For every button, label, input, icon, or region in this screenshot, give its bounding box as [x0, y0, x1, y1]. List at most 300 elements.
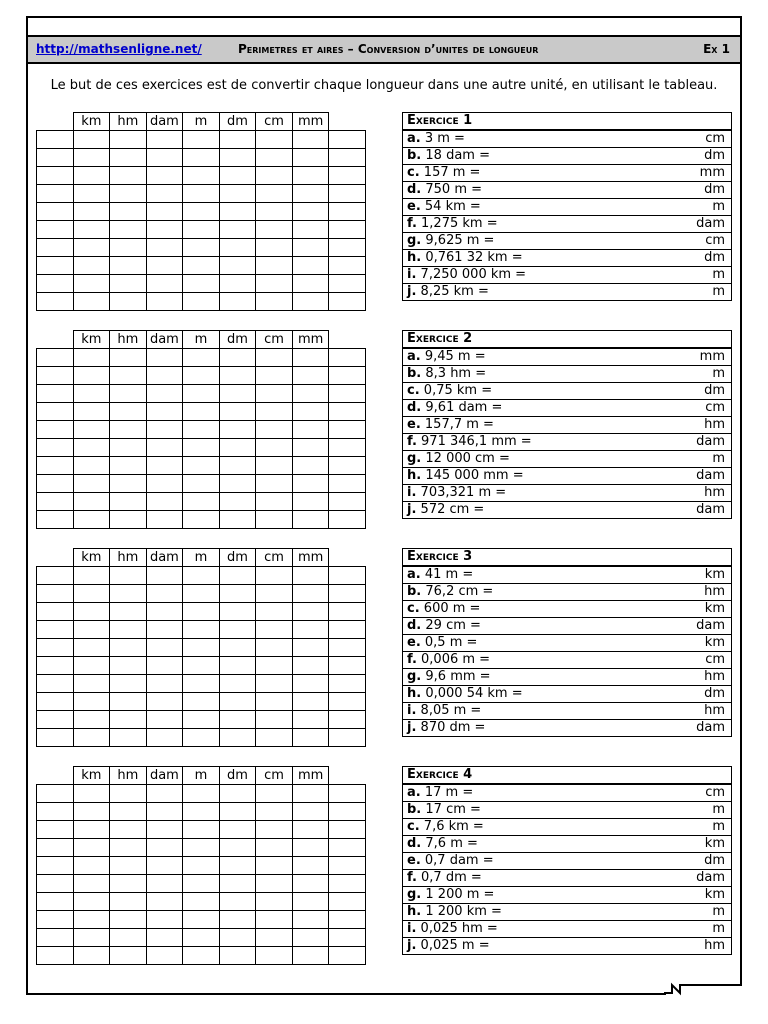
unit-grid-cell[interactable]: [146, 511, 183, 529]
unit-grid-cell[interactable]: [329, 857, 366, 875]
unit-grid-cell[interactable]: [146, 639, 183, 657]
unit-grid-cell[interactable]: [110, 511, 147, 529]
unit-grid-cell[interactable]: [329, 421, 366, 439]
unit-grid-cell[interactable]: [219, 929, 256, 947]
unit-grid-cell[interactable]: [146, 493, 183, 511]
unit-grid-cell[interactable]: [183, 403, 220, 421]
unit-grid-cell[interactable]: [146, 857, 183, 875]
unit-grid-cell[interactable]: [110, 293, 147, 311]
unit-grid-cell[interactable]: [329, 839, 366, 857]
unit-grid-cell[interactable]: [329, 911, 366, 929]
unit-grid-cell[interactable]: [219, 693, 256, 711]
unit-grid-cell[interactable]: [73, 203, 110, 221]
unit-grid-cell[interactable]: [292, 711, 329, 729]
unit-grid-cell[interactable]: [292, 131, 329, 149]
unit-grid-cell[interactable]: [146, 421, 183, 439]
unit-grid-cell[interactable]: [37, 875, 74, 893]
unit-grid-cell[interactable]: [146, 693, 183, 711]
unit-grid-cell[interactable]: [219, 729, 256, 747]
unit-grid-cell[interactable]: [110, 475, 147, 493]
unit-grid-cell[interactable]: [183, 839, 220, 857]
unit-grid-cell[interactable]: [292, 657, 329, 675]
unit-grid-cell[interactable]: [256, 639, 293, 657]
unit-grid-cell[interactable]: [256, 185, 293, 203]
unit-grid-cell[interactable]: [37, 675, 74, 693]
unit-grid-cell[interactable]: [110, 349, 147, 367]
unit-grid-cell[interactable]: [219, 385, 256, 403]
unit-grid-cell[interactable]: [183, 385, 220, 403]
unit-grid-cell[interactable]: [256, 875, 293, 893]
unit-grid-cell[interactable]: [110, 893, 147, 911]
unit-grid-cell[interactable]: [110, 439, 147, 457]
unit-grid-cell[interactable]: [329, 493, 366, 511]
unit-grid-cell[interactable]: [73, 603, 110, 621]
unit-grid-cell[interactable]: [256, 203, 293, 221]
unit-grid-cell[interactable]: [73, 493, 110, 511]
unit-grid-cell[interactable]: [37, 403, 74, 421]
unit-grid-cell[interactable]: [292, 239, 329, 257]
unit-grid-cell[interactable]: [73, 185, 110, 203]
unit-grid-cell[interactable]: [292, 167, 329, 185]
unit-grid-cell[interactable]: [110, 149, 147, 167]
unit-grid-cell[interactable]: [110, 875, 147, 893]
unit-grid-cell[interactable]: [219, 293, 256, 311]
unit-grid-cell[interactable]: [73, 585, 110, 603]
unit-grid-cell[interactable]: [219, 785, 256, 803]
unit-grid-cell[interactable]: [146, 567, 183, 585]
unit-grid-cell[interactable]: [329, 167, 366, 185]
unit-grid-cell[interactable]: [329, 621, 366, 639]
unit-grid-cell[interactable]: [329, 385, 366, 403]
unit-grid-cell[interactable]: [37, 275, 74, 293]
unit-grid-cell[interactable]: [73, 875, 110, 893]
unit-grid-cell[interactable]: [292, 803, 329, 821]
unit-grid-cell[interactable]: [292, 349, 329, 367]
unit-grid-cell[interactable]: [256, 675, 293, 693]
unit-grid-cell[interactable]: [37, 803, 74, 821]
unit-grid-cell[interactable]: [219, 911, 256, 929]
unit-grid-cell[interactable]: [256, 221, 293, 239]
unit-grid-cell[interactable]: [73, 839, 110, 857]
unit-grid-cell[interactable]: [110, 167, 147, 185]
unit-grid-cell[interactable]: [219, 511, 256, 529]
unit-grid-cell[interactable]: [37, 947, 74, 965]
unit-grid-cell[interactable]: [73, 293, 110, 311]
unit-grid-cell[interactable]: [37, 457, 74, 475]
unit-grid-cell[interactable]: [73, 639, 110, 657]
unit-grid-cell[interactable]: [256, 929, 293, 947]
unit-grid-cell[interactable]: [329, 639, 366, 657]
unit-grid-cell[interactable]: [110, 457, 147, 475]
unit-grid-cell[interactable]: [146, 185, 183, 203]
unit-grid-cell[interactable]: [73, 421, 110, 439]
unit-grid-cell[interactable]: [146, 221, 183, 239]
unit-grid-cell[interactable]: [73, 947, 110, 965]
unit-grid-cell[interactable]: [146, 839, 183, 857]
unit-grid-cell[interactable]: [292, 911, 329, 929]
unit-grid-cell[interactable]: [329, 221, 366, 239]
unit-grid-cell[interactable]: [219, 257, 256, 275]
unit-grid-cell[interactable]: [292, 475, 329, 493]
unit-grid-cell[interactable]: [256, 511, 293, 529]
unit-grid-cell[interactable]: [219, 275, 256, 293]
unit-grid-cell[interactable]: [73, 893, 110, 911]
unit-grid-cell[interactable]: [256, 349, 293, 367]
unit-grid-cell[interactable]: [110, 385, 147, 403]
unit-grid-cell[interactable]: [256, 711, 293, 729]
unit-grid-cell[interactable]: [219, 239, 256, 257]
unit-grid-cell[interactable]: [256, 493, 293, 511]
unit-grid-cell[interactable]: [329, 475, 366, 493]
unit-grid-cell[interactable]: [219, 149, 256, 167]
unit-grid-cell[interactable]: [37, 239, 74, 257]
unit-grid-cell[interactable]: [183, 929, 220, 947]
unit-grid-cell[interactable]: [329, 185, 366, 203]
unit-grid-cell[interactable]: [292, 693, 329, 711]
unit-grid-cell[interactable]: [183, 803, 220, 821]
unit-grid-cell[interactable]: [146, 785, 183, 803]
unit-grid-cell[interactable]: [183, 457, 220, 475]
unit-grid-cell[interactable]: [37, 821, 74, 839]
unit-grid-cell[interactable]: [219, 639, 256, 657]
unit-grid-cell[interactable]: [329, 457, 366, 475]
unit-grid-cell[interactable]: [256, 403, 293, 421]
unit-grid-cell[interactable]: [37, 149, 74, 167]
unit-grid-cell[interactable]: [146, 603, 183, 621]
unit-grid-cell[interactable]: [329, 349, 366, 367]
unit-grid-cell[interactable]: [146, 585, 183, 603]
unit-grid-cell[interactable]: [146, 475, 183, 493]
unit-grid-cell[interactable]: [329, 803, 366, 821]
unit-grid-cell[interactable]: [73, 239, 110, 257]
unit-grid-cell[interactable]: [146, 929, 183, 947]
unit-grid-cell[interactable]: [329, 239, 366, 257]
unit-grid-cell[interactable]: [37, 693, 74, 711]
unit-grid-cell[interactable]: [219, 821, 256, 839]
unit-grid-cell[interactable]: [219, 947, 256, 965]
unit-grid-cell[interactable]: [73, 657, 110, 675]
unit-grid-cell[interactable]: [110, 131, 147, 149]
unit-grid-cell[interactable]: [146, 439, 183, 457]
unit-grid-cell[interactable]: [110, 803, 147, 821]
unit-grid-cell[interactable]: [256, 911, 293, 929]
unit-grid-cell[interactable]: [37, 911, 74, 929]
unit-grid-cell[interactable]: [73, 675, 110, 693]
unit-grid-cell[interactable]: [183, 475, 220, 493]
unit-grid-cell[interactable]: [256, 785, 293, 803]
unit-grid-cell[interactable]: [183, 511, 220, 529]
unit-grid-cell[interactable]: [37, 131, 74, 149]
unit-grid-cell[interactable]: [329, 257, 366, 275]
unit-grid-cell[interactable]: [37, 185, 74, 203]
unit-grid-cell[interactable]: [256, 385, 293, 403]
unit-grid-cell[interactable]: [37, 657, 74, 675]
unit-grid-cell[interactable]: [146, 803, 183, 821]
unit-grid-cell[interactable]: [146, 875, 183, 893]
unit-grid-cell[interactable]: [110, 603, 147, 621]
unit-grid-cell[interactable]: [146, 257, 183, 275]
unit-grid-cell[interactable]: [256, 621, 293, 639]
unit-grid-cell[interactable]: [329, 367, 366, 385]
unit-grid-cell[interactable]: [73, 131, 110, 149]
unit-grid-cell[interactable]: [183, 693, 220, 711]
unit-grid-cell[interactable]: [292, 639, 329, 657]
unit-grid-cell[interactable]: [219, 493, 256, 511]
unit-grid-cell[interactable]: [329, 275, 366, 293]
unit-grid-cell[interactable]: [219, 657, 256, 675]
unit-grid-cell[interactable]: [37, 567, 74, 585]
unit-grid-cell[interactable]: [73, 567, 110, 585]
unit-grid-cell[interactable]: [219, 621, 256, 639]
unit-grid-cell[interactable]: [183, 821, 220, 839]
unit-grid-cell[interactable]: [73, 785, 110, 803]
unit-grid-cell[interactable]: [183, 639, 220, 657]
unit-grid-cell[interactable]: [292, 493, 329, 511]
unit-grid-cell[interactable]: [292, 621, 329, 639]
unit-grid-cell[interactable]: [146, 149, 183, 167]
unit-grid-cell[interactable]: [219, 403, 256, 421]
unit-grid-cell[interactable]: [73, 803, 110, 821]
unit-grid-cell[interactable]: [183, 421, 220, 439]
unit-grid-cell[interactable]: [73, 257, 110, 275]
unit-grid-cell[interactable]: [183, 621, 220, 639]
unit-grid-cell[interactable]: [73, 929, 110, 947]
unit-grid-cell[interactable]: [110, 911, 147, 929]
unit-grid-cell[interactable]: [183, 185, 220, 203]
unit-grid-cell[interactable]: [219, 675, 256, 693]
unit-grid-cell[interactable]: [256, 239, 293, 257]
unit-grid-cell[interactable]: [37, 621, 74, 639]
unit-grid-cell[interactable]: [37, 257, 74, 275]
unit-grid-cell[interactable]: [110, 929, 147, 947]
unit-grid-cell[interactable]: [292, 275, 329, 293]
unit-grid-cell[interactable]: [37, 493, 74, 511]
unit-grid-cell[interactable]: [110, 567, 147, 585]
unit-grid-cell[interactable]: [256, 803, 293, 821]
unit-grid-cell[interactable]: [110, 221, 147, 239]
unit-grid-cell[interactable]: [219, 839, 256, 857]
unit-grid-cell[interactable]: [292, 675, 329, 693]
unit-grid-cell[interactable]: [292, 221, 329, 239]
unit-grid-cell[interactable]: [37, 785, 74, 803]
unit-grid-cell[interactable]: [73, 349, 110, 367]
unit-grid-cell[interactable]: [183, 275, 220, 293]
unit-grid-cell[interactable]: [329, 511, 366, 529]
unit-grid-cell[interactable]: [329, 893, 366, 911]
unit-grid-cell[interactable]: [110, 585, 147, 603]
unit-grid-cell[interactable]: [73, 221, 110, 239]
unit-grid-cell[interactable]: [110, 403, 147, 421]
unit-grid-cell[interactable]: [37, 293, 74, 311]
unit-grid-cell[interactable]: [37, 439, 74, 457]
unit-grid-cell[interactable]: [183, 167, 220, 185]
unit-grid-cell[interactable]: [329, 567, 366, 585]
unit-grid-cell[interactable]: [292, 875, 329, 893]
unit-grid-cell[interactable]: [329, 785, 366, 803]
unit-grid-cell[interactable]: [329, 693, 366, 711]
unit-grid-cell[interactable]: [292, 421, 329, 439]
unit-grid-cell[interactable]: [219, 803, 256, 821]
unit-grid-cell[interactable]: [256, 293, 293, 311]
unit-grid-cell[interactable]: [329, 875, 366, 893]
unit-grid-cell[interactable]: [292, 893, 329, 911]
unit-grid-cell[interactable]: [329, 585, 366, 603]
unit-grid-cell[interactable]: [292, 185, 329, 203]
unit-grid-cell[interactable]: [37, 385, 74, 403]
unit-grid-cell[interactable]: [146, 893, 183, 911]
unit-grid-cell[interactable]: [256, 567, 293, 585]
unit-grid-cell[interactable]: [256, 693, 293, 711]
unit-grid-cell[interactable]: [146, 729, 183, 747]
unit-grid-cell[interactable]: [37, 167, 74, 185]
unit-grid-cell[interactable]: [219, 367, 256, 385]
unit-grid-cell[interactable]: [256, 149, 293, 167]
unit-grid-cell[interactable]: [146, 239, 183, 257]
unit-grid-cell[interactable]: [219, 475, 256, 493]
unit-grid-cell[interactable]: [73, 275, 110, 293]
unit-grid-cell[interactable]: [292, 929, 329, 947]
unit-grid-cell[interactable]: [183, 711, 220, 729]
unit-grid-cell[interactable]: [183, 893, 220, 911]
unit-grid-cell[interactable]: [37, 349, 74, 367]
unit-grid-cell[interactable]: [329, 729, 366, 747]
unit-grid-cell[interactable]: [110, 839, 147, 857]
unit-grid-cell[interactable]: [110, 675, 147, 693]
unit-grid-cell[interactable]: [329, 149, 366, 167]
unit-grid-cell[interactable]: [37, 221, 74, 239]
unit-grid-cell[interactable]: [183, 131, 220, 149]
unit-grid-cell[interactable]: [329, 439, 366, 457]
unit-grid-cell[interactable]: [146, 367, 183, 385]
unit-grid-cell[interactable]: [256, 475, 293, 493]
unit-grid-cell[interactable]: [292, 367, 329, 385]
unit-grid-cell[interactable]: [292, 457, 329, 475]
unit-grid-cell[interactable]: [73, 385, 110, 403]
unit-grid-cell[interactable]: [37, 603, 74, 621]
unit-grid-cell[interactable]: [37, 367, 74, 385]
unit-grid-cell[interactable]: [329, 675, 366, 693]
unit-grid-cell[interactable]: [37, 511, 74, 529]
unit-grid-cell[interactable]: [256, 821, 293, 839]
unit-grid-cell[interactable]: [256, 275, 293, 293]
unit-grid-cell[interactable]: [329, 203, 366, 221]
unit-grid-cell[interactable]: [183, 657, 220, 675]
unit-grid-cell[interactable]: [73, 729, 110, 747]
unit-grid-cell[interactable]: [146, 657, 183, 675]
unit-grid-cell[interactable]: [292, 785, 329, 803]
unit-grid-cell[interactable]: [73, 457, 110, 475]
unit-grid-cell[interactable]: [329, 603, 366, 621]
unit-grid-cell[interactable]: [110, 711, 147, 729]
unit-grid-cell[interactable]: [219, 893, 256, 911]
unit-grid-cell[interactable]: [146, 621, 183, 639]
unit-grid-cell[interactable]: [183, 947, 220, 965]
unit-grid-cell[interactable]: [146, 711, 183, 729]
unit-grid-cell[interactable]: [110, 367, 147, 385]
unit-grid-cell[interactable]: [110, 639, 147, 657]
unit-grid-cell[interactable]: [146, 911, 183, 929]
unit-grid-cell[interactable]: [292, 821, 329, 839]
unit-grid-cell[interactable]: [146, 385, 183, 403]
unit-grid-cell[interactable]: [110, 729, 147, 747]
unit-grid-cell[interactable]: [110, 257, 147, 275]
unit-grid-cell[interactable]: [292, 511, 329, 529]
unit-grid-cell[interactable]: [256, 167, 293, 185]
unit-grid-cell[interactable]: [37, 421, 74, 439]
unit-grid-cell[interactable]: [256, 439, 293, 457]
unit-grid-cell[interactable]: [110, 185, 147, 203]
unit-grid-cell[interactable]: [110, 203, 147, 221]
unit-grid-cell[interactable]: [256, 839, 293, 857]
unit-grid-cell[interactable]: [73, 857, 110, 875]
unit-grid-cell[interactable]: [329, 711, 366, 729]
unit-grid-cell[interactable]: [219, 221, 256, 239]
unit-grid-cell[interactable]: [292, 857, 329, 875]
unit-grid-cell[interactable]: [73, 439, 110, 457]
unit-grid-cell[interactable]: [256, 421, 293, 439]
unit-grid-cell[interactable]: [110, 693, 147, 711]
unit-grid-cell[interactable]: [146, 167, 183, 185]
unit-grid-cell[interactable]: [256, 893, 293, 911]
unit-grid-cell[interactable]: [256, 585, 293, 603]
unit-grid-cell[interactable]: [37, 929, 74, 947]
unit-grid-cell[interactable]: [183, 367, 220, 385]
unit-grid-cell[interactable]: [329, 947, 366, 965]
unit-grid-cell[interactable]: [292, 839, 329, 857]
unit-grid-cell[interactable]: [183, 203, 220, 221]
unit-grid-cell[interactable]: [183, 257, 220, 275]
unit-grid-cell[interactable]: [256, 603, 293, 621]
unit-grid-cell[interactable]: [256, 657, 293, 675]
unit-grid-cell[interactable]: [146, 675, 183, 693]
unit-grid-cell[interactable]: [73, 711, 110, 729]
unit-grid-cell[interactable]: [183, 785, 220, 803]
unit-grid-cell[interactable]: [110, 857, 147, 875]
unit-grid-cell[interactable]: [292, 603, 329, 621]
unit-grid-cell[interactable]: [329, 657, 366, 675]
unit-grid-cell[interactable]: [73, 367, 110, 385]
unit-grid-cell[interactable]: [37, 639, 74, 657]
unit-grid-cell[interactable]: [219, 567, 256, 585]
unit-grid-cell[interactable]: [292, 729, 329, 747]
unit-grid-cell[interactable]: [110, 621, 147, 639]
unit-grid-cell[interactable]: [292, 585, 329, 603]
unit-grid-cell[interactable]: [219, 439, 256, 457]
unit-grid-cell[interactable]: [146, 203, 183, 221]
unit-grid-cell[interactable]: [37, 475, 74, 493]
unit-grid-cell[interactable]: [37, 203, 74, 221]
unit-grid-cell[interactable]: [73, 511, 110, 529]
unit-grid-cell[interactable]: [37, 729, 74, 747]
unit-grid-cell[interactable]: [183, 221, 220, 239]
unit-grid-cell[interactable]: [219, 349, 256, 367]
site-link[interactable]: http://mathsenligne.net/: [36, 42, 202, 56]
unit-grid-cell[interactable]: [292, 293, 329, 311]
unit-grid-cell[interactable]: [37, 893, 74, 911]
unit-grid-cell[interactable]: [292, 947, 329, 965]
unit-grid-cell[interactable]: [329, 131, 366, 149]
unit-grid-cell[interactable]: [110, 947, 147, 965]
unit-grid-cell[interactable]: [256, 729, 293, 747]
unit-grid-cell[interactable]: [256, 457, 293, 475]
unit-grid-cell[interactable]: [219, 857, 256, 875]
unit-grid-cell[interactable]: [183, 729, 220, 747]
unit-grid-cell[interactable]: [256, 367, 293, 385]
unit-grid-cell[interactable]: [73, 621, 110, 639]
unit-grid-cell[interactable]: [146, 349, 183, 367]
unit-grid-cell[interactable]: [329, 293, 366, 311]
unit-grid-cell[interactable]: [219, 457, 256, 475]
